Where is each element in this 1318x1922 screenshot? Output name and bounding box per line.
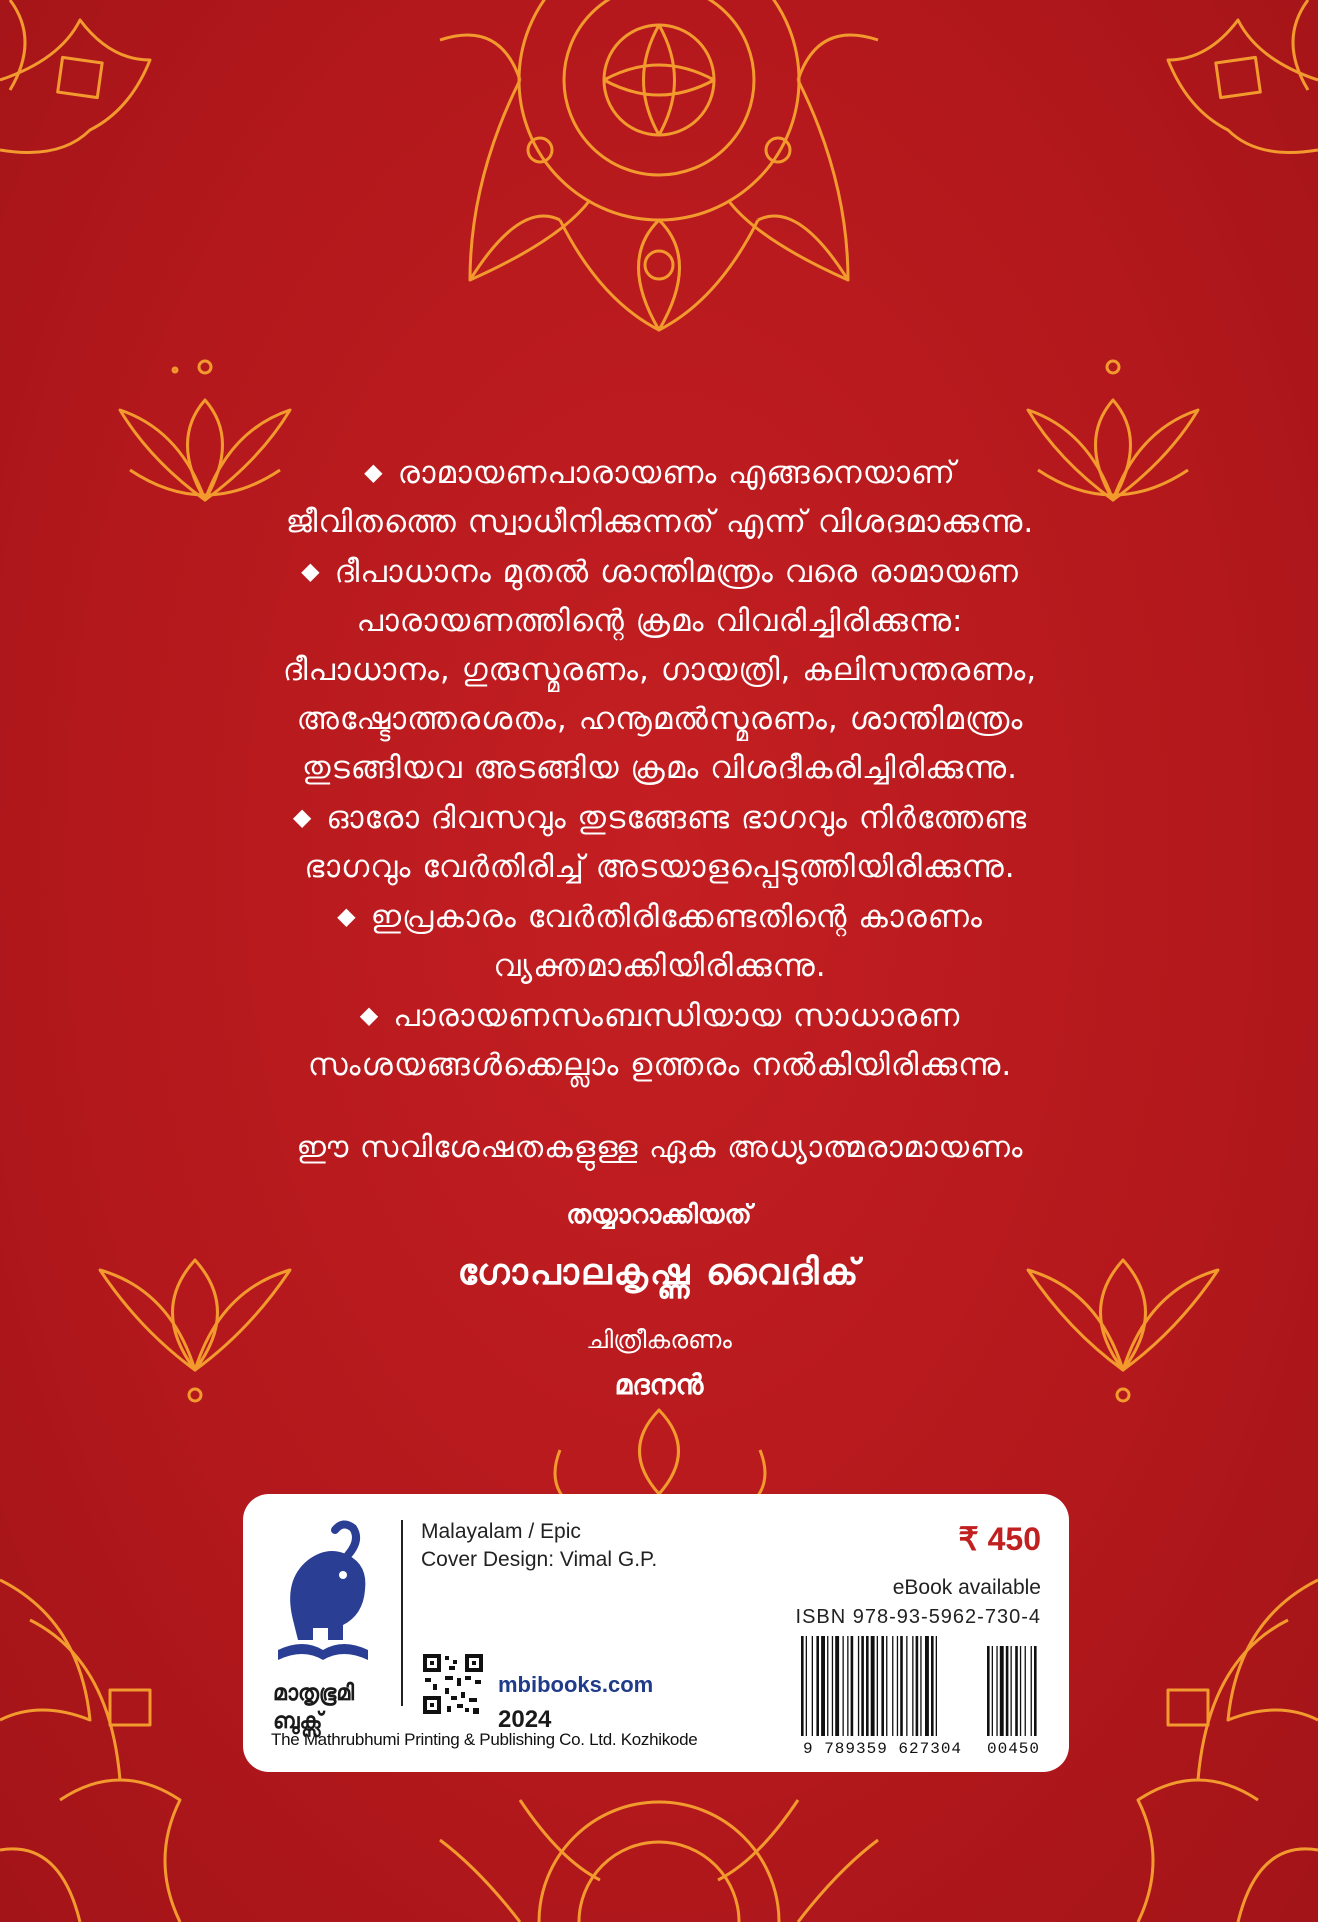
feature-text: ഇപ്രകാരം വേർതിരിക്കേണ്ടതിന്റെ കാരണം — [370, 899, 983, 935]
genre-label: Malayalam / Epic — [421, 1520, 581, 1543]
author-name: ഗോപാലകൃഷ്ണ വൈദിക് — [457, 1252, 861, 1293]
bottom-right-ornament — [1138, 1580, 1318, 1922]
barcode-icon — [801, 1636, 1045, 1740]
bottom-left-ornament — [0, 1580, 180, 1922]
feature-text: വ്യക്തമാക്കിയിരിക്കുന്നു. — [493, 948, 827, 984]
barcode-digits: 9 789359 627304 — [803, 1740, 963, 1758]
diamond-bullet-icon: ◆ — [337, 902, 357, 930]
feature-text: സംശയങ്ങൾക്കെല്ലാം ഉത്തരം നൽകിയിരിക്കുന്നു. — [307, 1047, 1013, 1083]
qr-code-icon — [421, 1652, 485, 1716]
feature-point — [150, 793, 1170, 892]
diamond-bullet-icon: ◆ — [292, 803, 313, 831]
feature-text: അഷ്ടോത്തരശതം, ഹനൂമൽസ്മരണം, ശാന്തിമന്ത്രം — [296, 701, 1024, 737]
feature-point — [150, 448, 1170, 547]
logo-text-line: മാതൃഭൂമി — [273, 1681, 355, 1706]
feature-text: തുടങ്ങിയവ അടങ്ങിയ ക്രമം വിശദീകരിച്ചിരിക്കുന്നു. — [302, 750, 1018, 786]
illustrator-name: മദനൻ — [614, 1368, 704, 1401]
feature-text: ഭാഗവും വേർതിരിച്ച് അടയാളപ്പെടുത്തിയിരിക്കുന്നു. — [304, 849, 1016, 885]
feature-point — [150, 547, 1170, 793]
top-mandala — [440, 0, 878, 330]
publisher-logo-text — [273, 1680, 354, 1736]
divider — [401, 1520, 403, 1706]
prepared-by-label: തയ്യാറാക്കിയത് — [566, 1200, 752, 1230]
barcode-addon-digits: 00450 — [987, 1740, 1041, 1758]
isbn: ISBN 978-93-5962-730-4 — [795, 1606, 1041, 1628]
feature-point — [150, 991, 1170, 1090]
logo-text-line: ബുക്സ് — [273, 1709, 323, 1734]
cover-design-credit: Cover Design: Vimal G.P. — [421, 1548, 658, 1571]
ebook-note: eBook available — [892, 1576, 1041, 1599]
feature-text: രാമായണപാരായണം എങ്ങനെയാണ് — [397, 455, 956, 491]
publication-year: 2024 — [498, 1706, 552, 1733]
elephant-book-icon — [273, 1520, 373, 1674]
feature-text: പാരായണത്തിന്റെ ക്രമം വിവരിച്ചിരിക്കുന്നു: — [356, 603, 964, 639]
feature-text: ദീപാധാനം, ഗുരുസ്മരണം, ഗായത്രി, കലിസന്തരണം, — [282, 652, 1038, 688]
illustration-label: ചിത്രീകരണം — [586, 1325, 732, 1354]
feature-list — [150, 448, 1170, 1090]
feature-text: പാരായണസംബന്ധിയായ സാധാരണ — [393, 998, 961, 1034]
website-link[interactable]: mbibooks.com — [498, 1672, 654, 1697]
feature-text: ജീവിതത്തെ സ്വാധീനിക്കുന്നത് എന്ന് വിശദമാക്കുന്നു. — [285, 504, 1035, 540]
diamond-bullet-icon: ◆ — [359, 1001, 380, 1029]
diamond-bullet-icon: ◆ — [301, 557, 321, 585]
diamond-bullet-icon: ◆ — [364, 458, 384, 486]
feature-text: ദീപാധാനം മുതൽ ശാന്തിമന്ത്രം വരെ രാമായണ — [334, 554, 1019, 590]
feature-text: ഓരോ ദിവസവും തുടങ്ങേണ്ട ഭാഗവും നിർത്തേണ്ട — [326, 800, 1028, 836]
summary-line: ഈ സവിശേഷതകളുള്ള ഏക അധ്യാത്മരാമായണം — [296, 1130, 1024, 1165]
publisher-info-panel — [243, 1494, 1069, 1772]
price: ₹ 450 — [958, 1521, 1041, 1557]
publisher-name: The Mathrubhumi Printing & Publishing Co. Ltd. Kozhikode — [271, 1730, 698, 1749]
feature-point — [150, 892, 1170, 991]
